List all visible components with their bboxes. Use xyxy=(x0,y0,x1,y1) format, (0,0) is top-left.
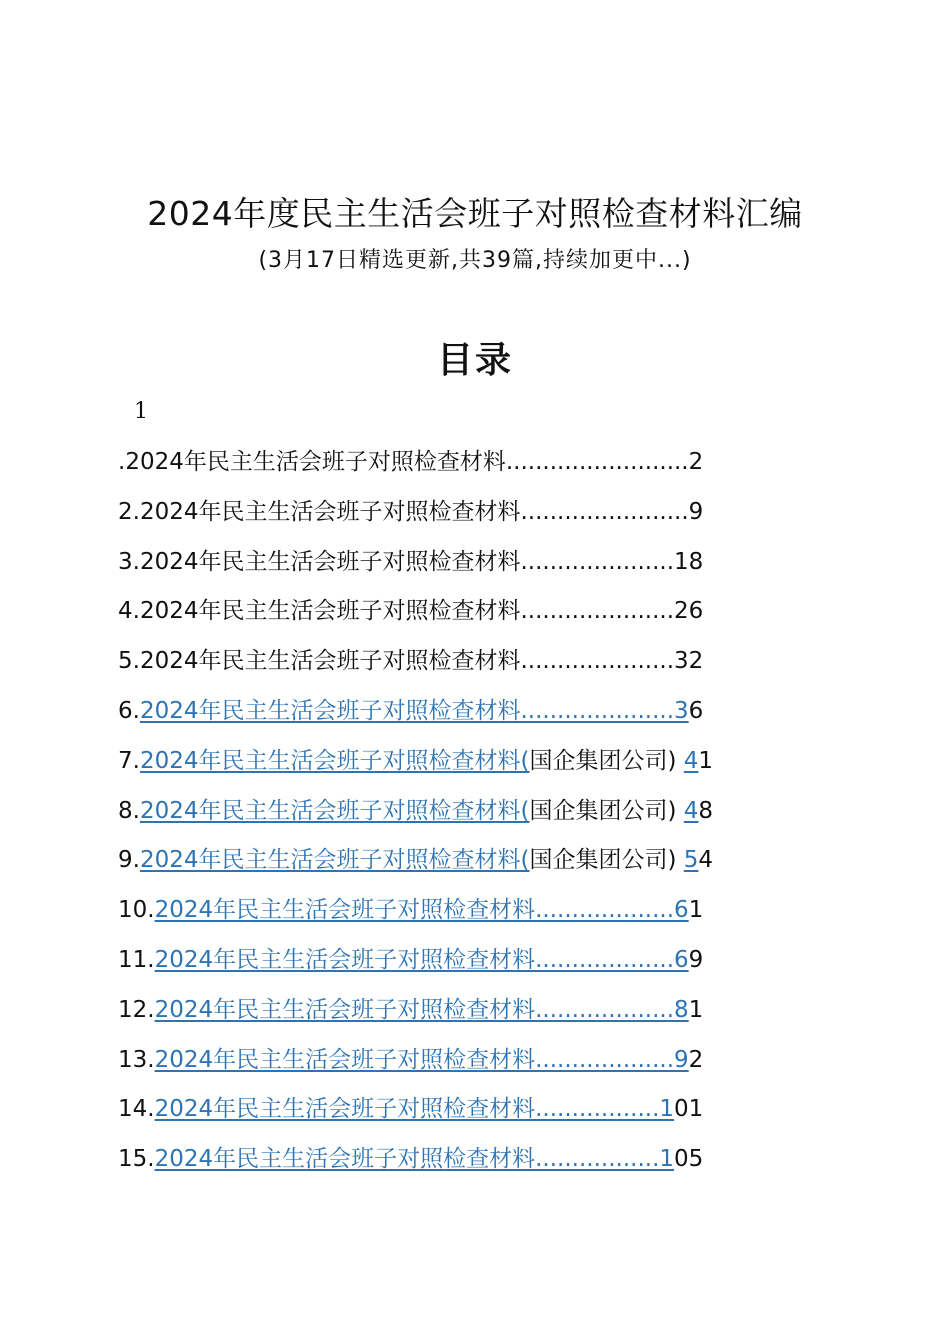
toc-entry-gap xyxy=(676,798,683,824)
toc-entry-page-tail: 2 xyxy=(688,1046,704,1073)
toc-entry-13 xyxy=(118,1038,838,1088)
toc-entry-15 xyxy=(118,1137,838,1187)
toc-entry-link[interactable]: 2024年民主生活会班子对照检查材料.................1 xyxy=(154,1096,675,1123)
toc-entry-page-tail: 1 xyxy=(698,747,714,774)
table-of-contents xyxy=(118,440,838,1187)
toc-entry-14 xyxy=(118,1087,838,1137)
toc-entry-number: 8. xyxy=(118,797,140,824)
document-subtitle: (3月17日精选更新,共39篇,持续加更中...) xyxy=(258,248,692,273)
toc-entry-link[interactable]: 2024年民主生活会班子对照检查材料( xyxy=(139,797,530,824)
toc-entry-number: . xyxy=(118,449,126,475)
toc-entry-8 xyxy=(118,789,838,839)
toc-entry-link[interactable]: 2024年民主生活会班子对照检查材料.....................3 xyxy=(139,697,689,724)
toc-entry-suffix: 国企集团公司) xyxy=(529,747,677,774)
toc-entry-5[interactable] xyxy=(118,639,838,689)
toc-entry-link[interactable]: 2024年民主生活会班子对照检查材料( xyxy=(139,847,530,874)
toc-entry-page-tail: 6 xyxy=(688,697,704,724)
page-number-fragment: 1 xyxy=(134,399,148,424)
toc-entry-text: 2024年民主生活会班子对照检查材料.....................32 xyxy=(139,648,704,675)
toc-entry-number: 5. xyxy=(118,648,140,675)
toc-entry-text: 2024年民主生活会班子对照检查材料.......................9 xyxy=(139,498,704,525)
toc-entry-page-tail: 1 xyxy=(688,996,704,1023)
toc-entry-4[interactable] xyxy=(118,589,838,639)
toc-entry-number: 15. xyxy=(118,1146,155,1173)
toc-entry-number: 11. xyxy=(118,946,155,973)
toc-entry-page-tail: 9 xyxy=(688,946,704,973)
toc-heading: 目录 xyxy=(436,339,513,381)
toc-entry-link[interactable]: 2024年民主生活会班子对照检查材料...................6 xyxy=(154,946,689,973)
toc-entry-7 xyxy=(118,739,838,789)
toc-entry-page-tail: 8 xyxy=(698,797,714,824)
toc-entry-6 xyxy=(118,689,838,739)
toc-entry-number: 12. xyxy=(118,996,155,1023)
toc-entry-page-link[interactable]: 4 xyxy=(683,797,699,824)
toc-entry-page-tail: 01 xyxy=(674,1096,704,1123)
toc-entry-link[interactable]: 2024年民主生活会班子对照检查材料( xyxy=(139,747,530,774)
toc-entry-link[interactable]: 2024年民主生活会班子对照检查材料...................9 xyxy=(154,1046,689,1073)
document-title: 2024年度民主生活会班子对照检查材料汇编 xyxy=(147,194,803,233)
toc-entry-11 xyxy=(118,938,838,988)
toc-entry-gap xyxy=(676,847,683,873)
toc-entry-12 xyxy=(118,988,838,1038)
toc-entry-text: 2024年民主生活会班子对照检查材料.........................2 xyxy=(125,449,704,475)
toc-entry-suffix: 国企集团公司) xyxy=(529,847,677,874)
toc-entry-number: 2. xyxy=(118,498,140,525)
toc-entry-number: 7. xyxy=(118,747,140,774)
toc-entry-1[interactable] xyxy=(118,440,838,490)
toc-entry-page-tail: 1 xyxy=(688,897,704,924)
toc-entry-number: 13. xyxy=(118,1046,155,1073)
toc-entry-link[interactable]: 2024年民主生活会班子对照检查材料...................6 xyxy=(154,897,689,924)
toc-entry-number: 14. xyxy=(118,1096,155,1123)
toc-entry-10 xyxy=(118,888,838,938)
toc-entry-suffix: 国企集团公司) xyxy=(529,797,677,824)
toc-entry-link[interactable]: 2024年民主生活会班子对照检查材料.................1 xyxy=(154,1146,675,1173)
toc-entry-number: 10. xyxy=(118,897,155,924)
toc-entry-text: 2024年民主生活会班子对照检查材料.....................18 xyxy=(139,548,704,575)
toc-entry-number: 3. xyxy=(118,548,140,575)
toc-entry-gap xyxy=(676,748,683,774)
toc-entry-number: 4. xyxy=(118,598,140,625)
toc-entry-page-link[interactable]: 4 xyxy=(683,747,699,774)
toc-entry-3[interactable] xyxy=(118,540,838,590)
toc-entry-9 xyxy=(118,838,838,888)
toc-entry-number: 6. xyxy=(118,697,140,724)
toc-entry-page-tail: 05 xyxy=(674,1146,704,1173)
toc-entry-2[interactable] xyxy=(118,490,838,540)
toc-entry-page-link[interactable]: 5 xyxy=(683,847,699,874)
toc-entry-text: 2024年民主生活会班子对照检查材料.....................26 xyxy=(139,598,704,625)
toc-entry-link[interactable]: 2024年民主生活会班子对照检查材料...................8 xyxy=(154,996,689,1023)
toc-entry-number: 9. xyxy=(118,847,140,874)
toc-entry-page-tail: 4 xyxy=(698,847,714,874)
